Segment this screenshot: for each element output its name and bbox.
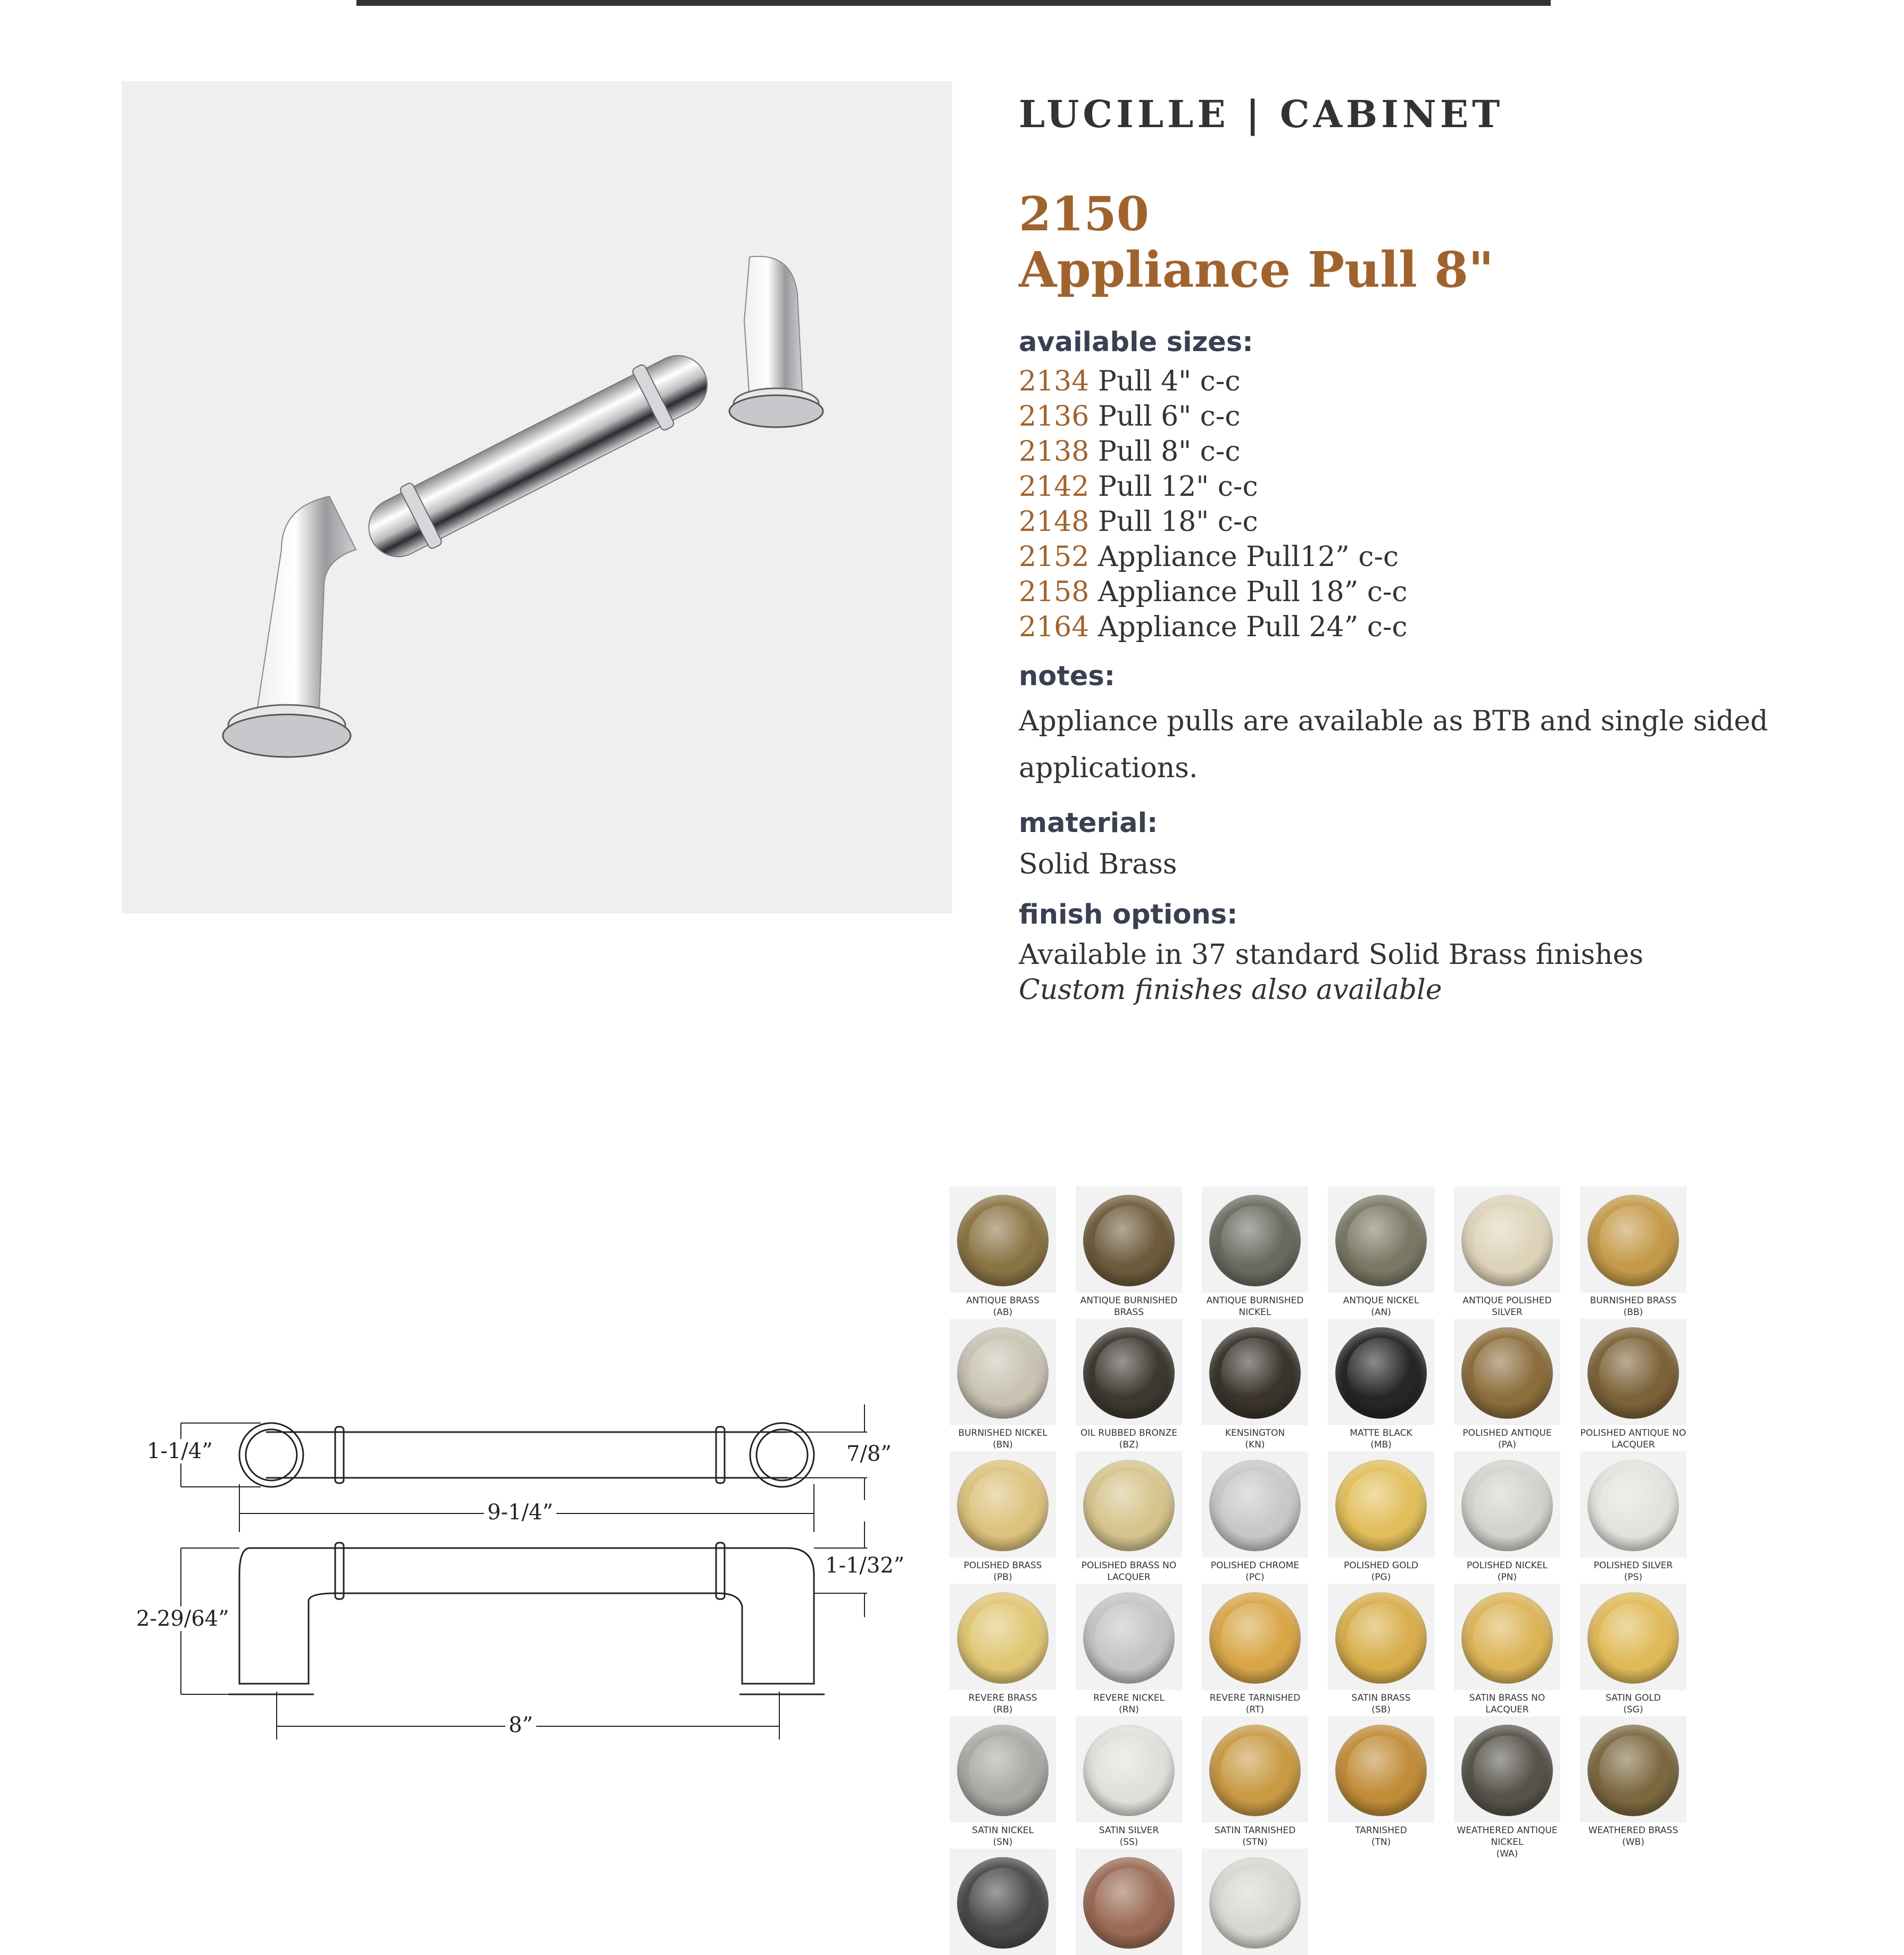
size-number: 2164 [1019, 611, 1090, 643]
finish-swatch [950, 1716, 1056, 1848]
dim-projection: 1-1/32” [822, 1553, 908, 1578]
finish-knob-image [1202, 1716, 1308, 1823]
finish-caption [1076, 1427, 1182, 1451]
finish-name: SATIN GOLD [1605, 1693, 1661, 1703]
finish-caption [1202, 1560, 1308, 1583]
finish-swatch [1580, 1451, 1686, 1583]
finish-caption [1076, 1692, 1182, 1716]
finish-caption [1202, 1427, 1308, 1451]
finish-knob-image [1454, 1319, 1560, 1425]
finish-swatch [1076, 1849, 1182, 1955]
finish-swatch [1202, 1451, 1308, 1583]
finish-caption [1076, 1825, 1182, 1848]
finish-caption [1328, 1427, 1434, 1451]
finish-caption [1202, 1825, 1308, 1848]
size-text: Appliance Pull 24” c-c [1097, 611, 1408, 643]
finish-caption [1328, 1825, 1434, 1848]
finish-name: MATTE BLACK [1350, 1428, 1412, 1438]
finish-swatch [1328, 1451, 1434, 1583]
finish-caption [1454, 1560, 1560, 1583]
finish-swatch [1076, 1716, 1182, 1848]
size-text: Appliance Pull12” c-c [1097, 541, 1399, 573]
finish-code: (RT) [1245, 1704, 1265, 1715]
finish-code: (WB) [1622, 1837, 1644, 1848]
finish-swatch [1580, 1716, 1686, 1848]
finish-knob-image [950, 1319, 1056, 1425]
finish-swatch [1202, 1584, 1308, 1716]
finish-name: POLISHED ANTIQUE [1462, 1428, 1552, 1438]
finish-swatch [1454, 1186, 1560, 1330]
size-number: 2138 [1019, 436, 1090, 468]
finish-caption [1202, 1692, 1308, 1716]
finish-name: ANTIQUE NICKEL [1343, 1295, 1419, 1306]
finish-name: POLISHED ANTIQUE NO LACQUER [1580, 1428, 1686, 1450]
finish-caption [1580, 1692, 1686, 1716]
finish-name: SATIN SILVER [1099, 1825, 1159, 1836]
finish-knob-image [950, 1849, 1056, 1955]
finish-swatch [1202, 1849, 1308, 1955]
finish-code: (SG) [1623, 1704, 1643, 1715]
material-label: material: [1019, 808, 1158, 839]
size-item [1019, 610, 1817, 645]
sizes-list [1019, 364, 1817, 645]
finish-swatch [1580, 1584, 1686, 1716]
dim-cc: 8” [505, 1713, 536, 1737]
finish-name: REVERE NICKEL [1093, 1693, 1165, 1703]
finish-name: POLISHED CHROME [1210, 1560, 1300, 1571]
sizes-label: available sizes: [1019, 327, 1253, 358]
finish-caption [950, 1295, 1056, 1318]
finish-caption [1328, 1560, 1434, 1583]
finish-code: (AB) [993, 1307, 1013, 1318]
finish-caption [1328, 1295, 1434, 1318]
finish-knob-image [1580, 1186, 1686, 1293]
finish-name: REVERE BRASS [968, 1693, 1037, 1703]
size-number: 2152 [1019, 541, 1090, 573]
appliance-pull-image [122, 81, 952, 913]
size-item [1019, 575, 1817, 610]
size-item [1019, 539, 1817, 575]
finish-knob-image [1454, 1186, 1560, 1293]
finish-knob-image [1076, 1451, 1182, 1558]
finish-name: POLISHED BRASS [963, 1560, 1042, 1571]
finish-swatch [1328, 1186, 1434, 1318]
finish-custom: Custom finishes also available [1019, 974, 1442, 1006]
finish-code: (SB) [1371, 1704, 1391, 1715]
finish-caption [1580, 1560, 1686, 1583]
finish-caption [950, 1427, 1056, 1451]
finish-knob-image [1328, 1319, 1434, 1425]
finish-swatch [1328, 1319, 1434, 1451]
finish-knob-image [1076, 1319, 1182, 1425]
finish-name: WEATHERED ANTIQUE NICKEL [1457, 1825, 1558, 1848]
brand-title: LUCILLE | CABINET [1019, 92, 1504, 136]
finish-knob-image [1454, 1716, 1560, 1823]
finish-knob-image [1076, 1849, 1182, 1955]
finish-knob-image [1202, 1584, 1308, 1690]
technical-drawing [122, 1394, 931, 1766]
finish-swatch [950, 1849, 1056, 1955]
finish-name: BURNISHED BRASS [1590, 1295, 1677, 1306]
dim-diameter: 7/8” [843, 1442, 895, 1466]
dim-height-top: 1-1/4” [144, 1439, 216, 1463]
product-info [1019, 90, 1817, 1008]
finish-swatch [950, 1319, 1056, 1451]
finish-knob-image [1202, 1849, 1308, 1955]
finish-caption [950, 1560, 1056, 1583]
dimension-drawing [122, 1394, 931, 1766]
notes-label: notes: [1019, 661, 1116, 692]
finish-name: TARNISHED [1355, 1825, 1407, 1836]
product-photo [122, 81, 952, 913]
finish-swatch [1202, 1716, 1308, 1848]
size-item [1019, 504, 1817, 539]
finish-knob-image [1202, 1319, 1308, 1425]
finish-swatch [1202, 1186, 1308, 1330]
finish-name: WEATHERED BRASS [1588, 1825, 1678, 1836]
finish-name: REVERE TARNISHED [1209, 1693, 1301, 1703]
finish-knob-image [1580, 1716, 1686, 1823]
dim-overall: 9-1/4” [484, 1500, 556, 1525]
size-number: 2134 [1019, 365, 1090, 397]
finish-swatch [1076, 1584, 1182, 1716]
finish-knob-image [950, 1716, 1056, 1823]
finish-caption [950, 1692, 1056, 1716]
size-number: 2142 [1019, 471, 1090, 503]
finish-code: (PC) [1245, 1572, 1265, 1583]
size-text: Pull 12" c-c [1097, 471, 1258, 503]
finish-knob-image [1454, 1584, 1560, 1690]
finish-code: (KN) [1245, 1440, 1265, 1450]
finish-standard: Available in 37 standard Solid Brass finishes [1019, 939, 1644, 971]
finish-code: (BN) [993, 1440, 1013, 1450]
finish-code: (RN) [1119, 1704, 1139, 1715]
finish-swatch [1454, 1319, 1560, 1451]
finish-name: ANTIQUE BURNISHED NICKEL [1206, 1295, 1304, 1318]
size-item [1019, 399, 1817, 434]
size-text: Pull 18" c-c [1097, 506, 1258, 538]
finish-swatch [1076, 1319, 1182, 1451]
finish-swatch [1454, 1716, 1560, 1860]
finish-swatch [1328, 1584, 1434, 1716]
product-name: Appliance Pull 8" [1019, 241, 1494, 298]
finish-knob-image [1328, 1186, 1434, 1293]
finish-swatch [950, 1584, 1056, 1716]
finish-name: SATIN TARNISHED [1214, 1825, 1296, 1836]
finish-code: (TN) [1371, 1837, 1391, 1848]
finish-caption [1328, 1692, 1434, 1716]
size-item [1019, 469, 1817, 504]
size-text: Pull 8" c-c [1097, 436, 1241, 468]
finish-caption [1580, 1825, 1686, 1848]
finish-code: (PN) [1497, 1572, 1517, 1583]
finish-name: BURNISHED NICKEL [958, 1428, 1047, 1438]
finish-code: (WA) [1496, 1849, 1518, 1859]
size-number: 2136 [1019, 401, 1090, 432]
finish-code: (SS) [1119, 1837, 1138, 1848]
finish-code: (PS) [1624, 1572, 1643, 1583]
finish-name: POLISHED GOLD [1343, 1560, 1419, 1571]
finish-caption [950, 1825, 1056, 1848]
finish-swatch [1076, 1186, 1182, 1330]
finish-swatch [1454, 1584, 1560, 1727]
finish-name: POLISHED NICKEL [1467, 1560, 1548, 1571]
finish-knob-image [1076, 1186, 1182, 1293]
finish-caption [1580, 1295, 1686, 1318]
size-text: Appliance Pull 18” c-c [1097, 576, 1408, 608]
size-item [1019, 364, 1817, 399]
finish-name: ANTIQUE BRASS [966, 1295, 1040, 1306]
size-text: Pull 4" c-c [1097, 365, 1241, 397]
finish-knob-image [1328, 1451, 1434, 1558]
finish-knob-image [1580, 1451, 1686, 1558]
finish-code: (BZ) [1119, 1440, 1139, 1450]
finish-swatch [1328, 1716, 1434, 1848]
finish-code: (BB) [1623, 1307, 1643, 1318]
finish-knob-image [1454, 1451, 1560, 1558]
finish-knob-image [1202, 1451, 1308, 1558]
finish-name: ANTIQUE BURNISHED BRASS [1080, 1295, 1178, 1318]
top-rule [356, 0, 1551, 6]
finish-code: (PB) [993, 1572, 1012, 1583]
finish-name: SATIN NICKEL [972, 1825, 1034, 1836]
finish-knob-image [1076, 1716, 1182, 1823]
finish-knob-image [950, 1186, 1056, 1293]
finish-knob-image [1202, 1186, 1308, 1293]
finish-text [1019, 937, 1817, 1008]
finish-knob-image [950, 1584, 1056, 1690]
material-text: Solid Brass [1019, 848, 1177, 880]
finish-knob-image [1580, 1319, 1686, 1425]
finish-knob-image [1328, 1716, 1434, 1823]
finish-swatch [950, 1186, 1056, 1318]
finish-code: (PG) [1371, 1572, 1391, 1583]
size-number: 2148 [1019, 506, 1090, 538]
finish-name: POLISHED BRASS NO LACQUER [1081, 1560, 1177, 1583]
finish-swatch [1076, 1451, 1182, 1595]
finish-knob-image [1580, 1584, 1686, 1690]
finish-knob-image [950, 1451, 1056, 1558]
finish-code: (SN) [993, 1837, 1013, 1848]
finish-code: (AN) [1371, 1307, 1391, 1318]
finish-name: SATIN BRASS NO LACQUER [1469, 1693, 1545, 1715]
finish-label: finish options: [1019, 899, 1238, 930]
finish-knob-image [1328, 1584, 1434, 1690]
size-number: 2158 [1019, 576, 1090, 608]
size-text: Pull 6" c-c [1097, 401, 1241, 432]
finish-swatch [1580, 1186, 1686, 1318]
finish-swatch [1580, 1319, 1686, 1462]
finish-name: KENSINGTON [1225, 1428, 1285, 1438]
finish-name: SATIN BRASS [1351, 1693, 1411, 1703]
finish-name: ANTIQUE POLISHED SILVER [1462, 1295, 1552, 1318]
finish-swatch [950, 1451, 1056, 1583]
finish-knob-image [1076, 1584, 1182, 1690]
finish-code: (PA) [1498, 1440, 1517, 1450]
finish-swatch [1202, 1319, 1308, 1451]
finish-code: (MB) [1370, 1440, 1392, 1450]
finish-swatch [1454, 1451, 1560, 1583]
finish-code: (RB) [993, 1704, 1013, 1715]
finish-name: POLISHED SILVER [1593, 1560, 1673, 1571]
finish-caption [1454, 1427, 1560, 1451]
dim-height: 2-29/64” [133, 1607, 232, 1631]
finish-name: OIL RUBBED BRONZE [1080, 1428, 1178, 1438]
size-item [1019, 434, 1817, 469]
product-code: 2150 [1019, 186, 1149, 242]
notes-text: Appliance pulls are available as BTB and single sided applications. [1019, 705, 1768, 784]
finish-code: (STN) [1242, 1837, 1268, 1848]
finish-caption [1454, 1825, 1560, 1860]
